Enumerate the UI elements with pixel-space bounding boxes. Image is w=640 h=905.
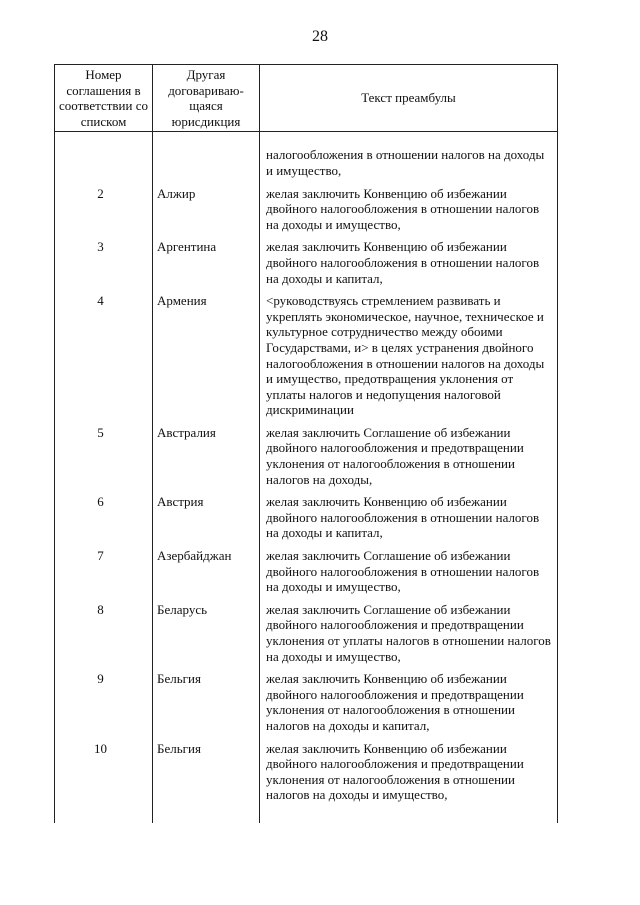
row-jurisdiction: Австралия xyxy=(153,425,260,494)
row-number: 7 xyxy=(55,548,153,602)
row-jurisdiction: Азербайджан xyxy=(153,548,260,602)
table-row xyxy=(55,671,558,740)
row-preamble-text: желая заключить Конвенцию об избежании двойного налогообложения и предотвращении уклонения от налогообложения в отношении налогов на доходы и имущество, xyxy=(260,741,558,823)
row-jurisdiction: Беларусь xyxy=(153,602,260,671)
row-number: 2 xyxy=(55,186,153,240)
row-number: 8 xyxy=(55,602,153,671)
page-number: 28 xyxy=(312,28,328,45)
row-number: 5 xyxy=(55,425,153,494)
row-number: 9 xyxy=(55,671,153,740)
table-row xyxy=(55,239,558,293)
row-preamble-text: желая заключить Соглашение об избежании двойного налогообложения в отношении налогов на доходы и имущество, xyxy=(260,548,558,602)
table-row xyxy=(55,132,558,186)
row-number: 6 xyxy=(55,494,153,548)
table-row xyxy=(55,494,558,548)
row-jurisdiction: Австрия xyxy=(153,494,260,548)
table-row xyxy=(55,186,558,240)
preamble-table xyxy=(54,64,558,823)
row-jurisdiction: Армения xyxy=(153,293,260,425)
table-header-row xyxy=(55,65,558,132)
row-preamble-text: желая заключить Конвенцию об избежании двойного налогообложения и предотвращении уклонения от налогообложения в отношении налогов на доходы и капитал, xyxy=(260,671,558,740)
row-preamble-text: желая заключить Конвенцию об избежании двойного налогообложения в отношении налогов на доходы и имущество, xyxy=(260,186,558,240)
header-preamble-text: Текст преамбулы xyxy=(260,65,558,132)
header-jurisdiction: Другая договариваю-щаяся юрисдикция xyxy=(153,65,260,132)
row-jurisdiction: Аргентина xyxy=(153,239,260,293)
table-row xyxy=(55,293,558,425)
row-jurisdiction xyxy=(153,132,260,186)
row-number: 3 xyxy=(55,239,153,293)
table-row xyxy=(55,741,558,823)
table-row xyxy=(55,602,558,671)
row-preamble-text: желая заключить Конвенцию об избежании двойного налогообложения в отношении налогов на доходы и капитал, xyxy=(260,494,558,548)
table-row xyxy=(55,425,558,494)
row-preamble-text: налогообложения в отношении налогов на доходы и имущество, xyxy=(260,132,558,186)
row-jurisdiction: Бельгия xyxy=(153,741,260,823)
table-row xyxy=(55,548,558,602)
row-number: 4 xyxy=(55,293,153,425)
row-number: 10 xyxy=(55,741,153,823)
row-preamble-text: желая заключить Соглашение об избежании двойного налогообложения и предотвращении уклонения от налогообложения в отношении налогов на доходы, xyxy=(260,425,558,494)
row-jurisdiction: Бельгия xyxy=(153,671,260,740)
row-number xyxy=(55,132,153,186)
row-preamble-text: желая заключить Конвенцию об избежании двойного налогообложения в отношении налогов на доходы и капитал, xyxy=(260,239,558,293)
header-agreement-number: Номер соглашения в соответствии со списком xyxy=(55,65,153,132)
row-preamble-text: <руководствуясь стремлением развивать и укреплять экономическое, научное, техническое и культурное сотрудничество между обоими Государствами, и> в целях устранения двойного налогообложения в отношении налогов на доходы и имущество, предотвращения уклонения от уплаты налогов и недопущения налоговой дискриминации xyxy=(260,293,558,425)
row-jurisdiction: Алжир xyxy=(153,186,260,240)
row-preamble-text: желая заключить Соглашение об избежании двойного налогообложения и предотвращении уклонения от уплаты налогов в отношении налогов на доходы и имущество, xyxy=(260,602,558,671)
